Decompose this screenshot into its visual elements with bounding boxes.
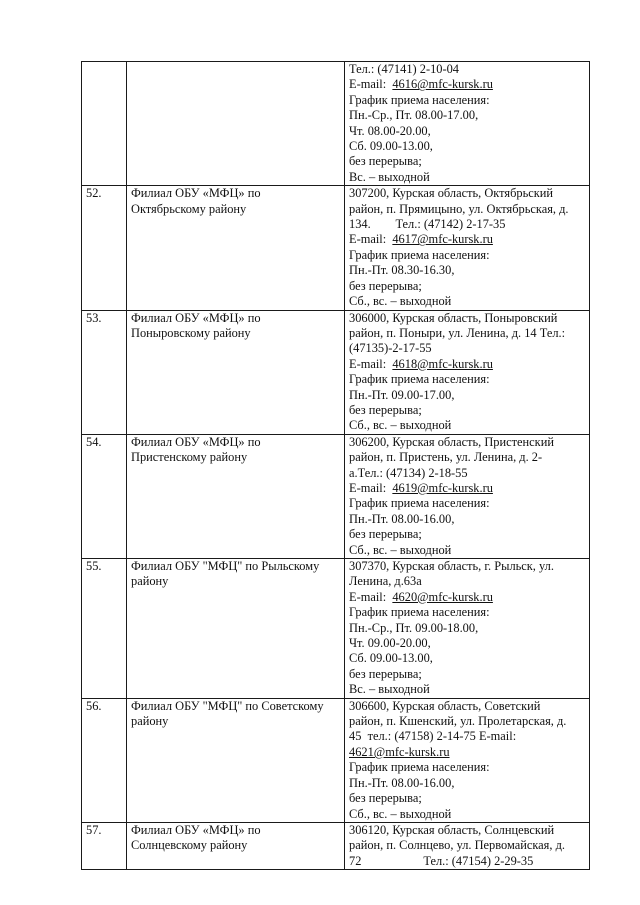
email-label: E-mail: bbox=[349, 77, 393, 92]
table-row bbox=[82, 434, 590, 558]
row-number: 52. bbox=[82, 186, 127, 310]
table-row bbox=[82, 310, 590, 434]
email-line bbox=[349, 77, 587, 92]
schedule-line: без перерыва; bbox=[349, 154, 422, 169]
schedule-line: График приема населения: bbox=[349, 372, 490, 387]
schedule-line: без перерыва; bbox=[349, 402, 422, 417]
email-line bbox=[349, 481, 587, 496]
table-row bbox=[82, 559, 590, 699]
address-line: район, п. Поныри, ул. Ленина, д. 14 Тел.: bbox=[349, 325, 566, 340]
branch-name-cell bbox=[127, 559, 345, 699]
table-row bbox=[82, 186, 590, 310]
email-line bbox=[349, 590, 587, 605]
schedule-line: Чт. 09.00-20.00, bbox=[349, 636, 431, 651]
address-line: 306120, Курская область, Солнцевский bbox=[349, 822, 555, 837]
branch-name-line: Филиал ОБУ «МФЦ» по bbox=[131, 186, 261, 201]
schedule-line: Чт. 08.00-20.00, bbox=[349, 123, 431, 138]
address-line: 307370, Курская область, г. Рыльск, ул. bbox=[349, 559, 554, 573]
email-label: E-mail: bbox=[349, 232, 393, 247]
branch-name-cell bbox=[127, 434, 345, 558]
address-line: 72 Тел.: (47154) 2-29-35 bbox=[349, 853, 534, 868]
email-line bbox=[349, 232, 587, 247]
address-line: 134. Тел.: (47142) 2-17-35 bbox=[349, 217, 506, 232]
address-line: район, п. Пристень, ул. Ленина, д. 2- bbox=[349, 450, 543, 465]
schedule-line: без перерыва; bbox=[349, 527, 422, 542]
branch-name-line: Филиал ОБУ «МФЦ» по bbox=[131, 310, 261, 325]
schedule-line: Сб., вс. – выходной bbox=[349, 294, 452, 309]
email-link[interactable]: 4620@mfc-kursk.ru bbox=[392, 589, 493, 604]
schedule-line: График приема населения: bbox=[349, 247, 490, 262]
schedule-line: Пн.-Пт. 09.00-17.00, bbox=[349, 387, 455, 402]
address-line: 45 тел.: (47158) 2-14-75 E-mail: bbox=[349, 729, 517, 744]
table-row bbox=[82, 62, 590, 186]
branch-name-line: Поныровскому району bbox=[131, 325, 251, 340]
schedule-line: Пн.-Ср., Пт. 08.00-17.00, bbox=[349, 108, 479, 123]
branch-name-cell bbox=[127, 62, 345, 186]
address-line: 307200, Курская область, Октябрьский bbox=[349, 186, 554, 201]
row-number: 55. bbox=[82, 559, 127, 699]
address-line: район, п. Кшенский, ул. Пролетарская, д. bbox=[349, 714, 567, 729]
schedule-line: без перерыва; bbox=[349, 791, 422, 806]
address-line: район, п. Солнцево, ул. Первомайская, д. bbox=[349, 838, 565, 853]
email-label: E-mail: bbox=[349, 589, 393, 604]
address-line: 306600, Курская область, Советский bbox=[349, 698, 541, 713]
email-line bbox=[349, 745, 587, 760]
branch-name-line: Пристенскому району bbox=[131, 450, 248, 465]
branch-contact-cell bbox=[345, 434, 590, 558]
row-number: 56. bbox=[82, 698, 127, 822]
address-line: Тел.: (47141) 2-10-04 bbox=[349, 62, 459, 76]
row-number: 57. bbox=[82, 822, 127, 869]
email-link[interactable]: 4618@mfc-kursk.ru bbox=[392, 356, 493, 371]
address-line: (47135)-2-17-55 bbox=[349, 341, 432, 356]
branch-name-line: району bbox=[131, 714, 169, 729]
branch-name-line: Филиал ОБУ «МФЦ» по bbox=[131, 822, 261, 837]
schedule-line: Сб. 09.00-13.00, bbox=[349, 139, 433, 154]
address-line: 306000, Курская область, Поныровский bbox=[349, 310, 558, 325]
branch-name-line: Солнцевскому району bbox=[131, 838, 248, 853]
address-line: Ленина, д.63а bbox=[349, 574, 422, 589]
branch-contact-cell bbox=[345, 822, 590, 869]
branch-name-line: Филиал ОБУ "МФЦ" по Советскому bbox=[131, 698, 324, 713]
branch-contact-cell bbox=[345, 186, 590, 310]
email-link[interactable]: 4619@mfc-kursk.ru bbox=[392, 480, 493, 495]
branch-contact-cell bbox=[345, 62, 590, 186]
row-number bbox=[82, 62, 127, 186]
email-link[interactable]: 4621@mfc-kursk.ru bbox=[349, 744, 450, 759]
branch-contact-cell bbox=[345, 559, 590, 699]
table-row bbox=[82, 822, 590, 869]
branch-name-line: Октябрьскому району bbox=[131, 201, 247, 216]
branch-name-cell bbox=[127, 310, 345, 434]
schedule-line: без перерыва; bbox=[349, 666, 422, 681]
schedule-line: Пн.-Пт. 08.00-16.00, bbox=[349, 511, 455, 526]
schedule-line: Сб. 09.00-13.00, bbox=[349, 651, 433, 666]
branch-name-line: Филиал ОБУ "МФЦ" по Рыльскому bbox=[131, 559, 320, 573]
row-number: 53. bbox=[82, 310, 127, 434]
branch-name-cell bbox=[127, 186, 345, 310]
address-line: а.Тел.: (47134) 2-18-55 bbox=[349, 465, 468, 480]
email-label: E-mail: bbox=[349, 480, 393, 495]
schedule-line: Сб., вс. – выходной bbox=[349, 806, 452, 821]
branch-contact-cell bbox=[345, 310, 590, 434]
schedule-line: Сб., вс. – выходной bbox=[349, 418, 452, 433]
schedule-line: Сб., вс. – выходной bbox=[349, 542, 452, 557]
schedule-line: График приема населения: bbox=[349, 496, 490, 511]
address-line: район, п. Прямицыно, ул. Октябрьская, д. bbox=[349, 201, 569, 216]
schedule-line: График приема населения: bbox=[349, 760, 490, 775]
mfc-branches-table bbox=[81, 61, 590, 870]
table-body bbox=[82, 62, 590, 870]
address-line: 306200, Курская область, Пристенский bbox=[349, 434, 554, 449]
schedule-line: Пн.-Ср., Пт. 09.00-18.00, bbox=[349, 620, 479, 635]
schedule-line: Вс. – выходной bbox=[349, 682, 430, 697]
branch-name-line: Филиал ОБУ «МФЦ» по bbox=[131, 434, 261, 449]
email-link[interactable]: 4617@mfc-kursk.ru bbox=[392, 232, 493, 247]
schedule-line: График приема населения: bbox=[349, 605, 490, 620]
branch-name-line: району bbox=[131, 574, 169, 589]
schedule-line: без перерыва; bbox=[349, 278, 422, 293]
schedule-line: Вс. – выходной bbox=[349, 169, 430, 184]
branch-name-cell bbox=[127, 698, 345, 822]
schedule-line: Пн.-Пт. 08.30-16.30, bbox=[349, 263, 455, 278]
schedule-line: График приема населения: bbox=[349, 92, 490, 107]
table-row bbox=[82, 698, 590, 822]
email-label: E-mail: bbox=[349, 356, 393, 371]
branch-contact-cell bbox=[345, 698, 590, 822]
schedule-line: Пн.-Пт. 08.00-16.00, bbox=[349, 775, 455, 790]
row-number: 54. bbox=[82, 434, 127, 558]
email-line bbox=[349, 357, 587, 372]
email-link[interactable]: 4616@mfc-kursk.ru bbox=[392, 77, 493, 92]
branch-name-cell bbox=[127, 822, 345, 869]
